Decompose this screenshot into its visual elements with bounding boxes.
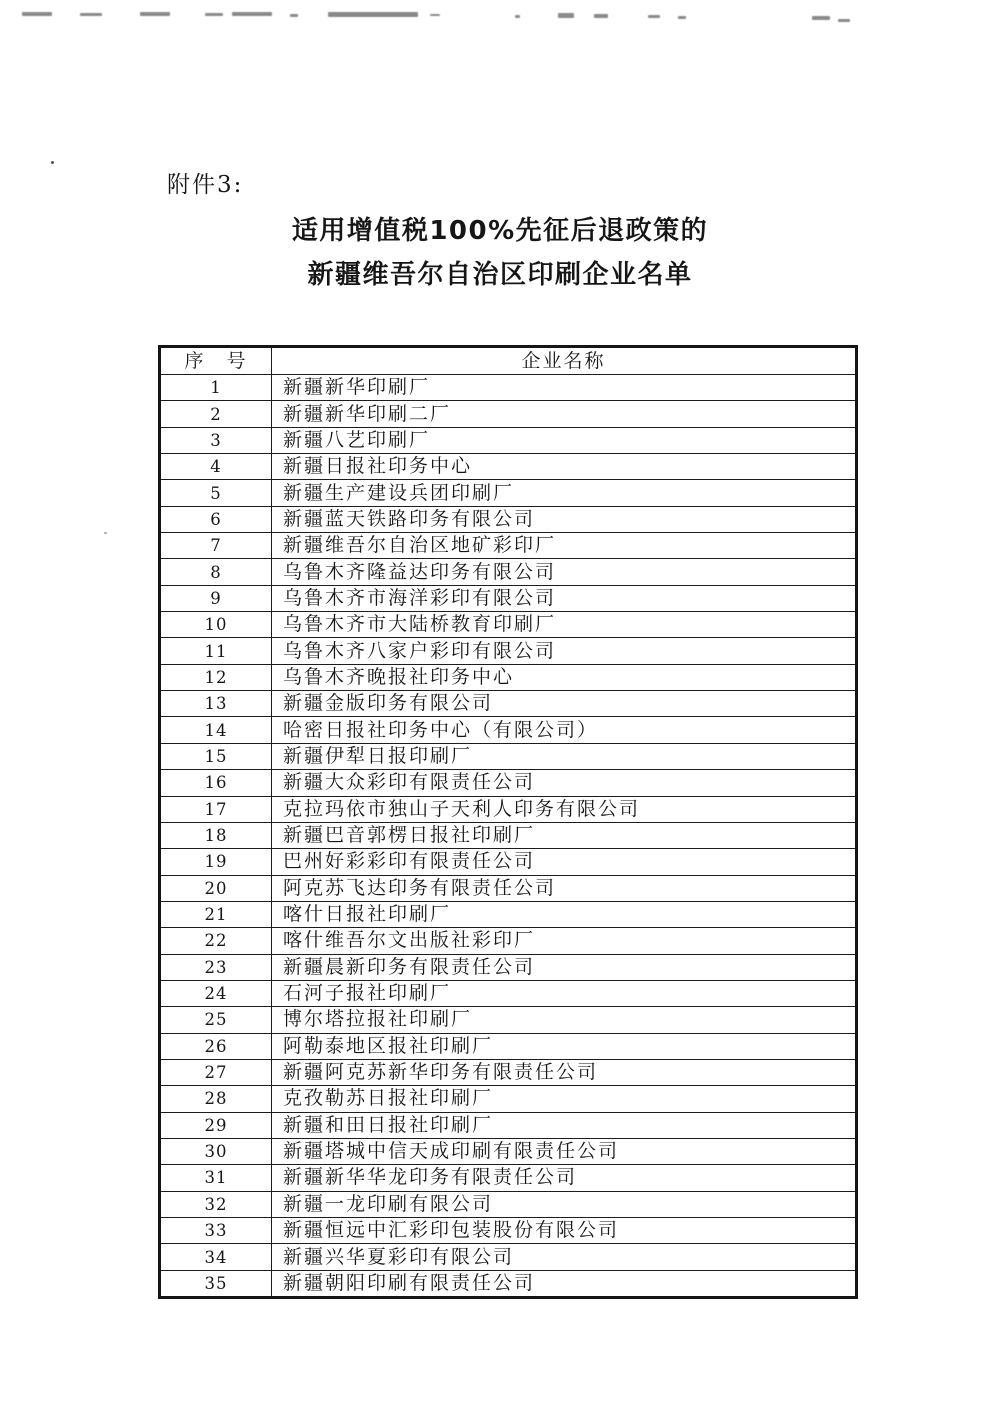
row-number: 22 <box>160 928 272 954</box>
row-number: 14 <box>160 717 272 743</box>
scan-artifact <box>515 15 520 18</box>
row-number: 7 <box>160 533 272 559</box>
company-name: 阿克苏飞达印务有限责任公司 <box>272 875 857 901</box>
company-name: 乌鲁木齐晚报社印务中心 <box>272 664 857 690</box>
table-row <box>160 454 857 480</box>
row-number: 35 <box>160 1270 272 1297</box>
table-row <box>160 427 857 453</box>
row-number: 20 <box>160 875 272 901</box>
table-row <box>160 928 857 954</box>
scan-artifact <box>594 14 608 18</box>
row-number: 4 <box>160 454 272 480</box>
row-number: 32 <box>160 1191 272 1217</box>
company-table-body <box>160 375 857 1298</box>
row-number: 18 <box>160 822 272 848</box>
company-name: 新疆大众彩印有限责任公司 <box>272 770 857 796</box>
table-row <box>160 1059 857 1085</box>
company-name: 新疆八艺印刷厂 <box>272 427 857 453</box>
company-name: 乌鲁木齐市大陆桥教育印刷厂 <box>272 612 857 638</box>
company-name: 新疆新华印刷二厂 <box>272 401 857 427</box>
company-name: 新疆伊犁日报印刷厂 <box>272 743 857 769</box>
table-row <box>160 559 857 585</box>
table-row <box>160 954 857 980</box>
table-row <box>160 796 857 822</box>
company-name: 新疆新华华龙印务有限责任公司 <box>272 1165 857 1191</box>
row-number: 25 <box>160 1007 272 1033</box>
company-name: 新疆生产建设兵团印刷厂 <box>272 480 857 506</box>
row-number: 23 <box>160 954 272 980</box>
row-number: 2 <box>160 401 272 427</box>
row-number: 6 <box>160 506 272 532</box>
scan-artifact <box>558 13 574 18</box>
col-header-company-name: 企业名称 <box>272 347 857 375</box>
row-number: 10 <box>160 612 272 638</box>
company-name: 新疆巴音郭楞日报社印刷厂 <box>272 822 857 848</box>
row-number: 3 <box>160 427 272 453</box>
company-name: 新疆晨新印务有限责任公司 <box>272 954 857 980</box>
company-name: 乌鲁木齐八家户彩印有限公司 <box>272 638 857 664</box>
table-row <box>160 1270 857 1297</box>
row-number: 11 <box>160 638 272 664</box>
company-name: 乌鲁木齐隆益达印务有限公司 <box>272 559 857 585</box>
row-number: 9 <box>160 585 272 611</box>
table-row <box>160 1191 857 1217</box>
company-name: 巴州好彩彩印有限责任公司 <box>272 849 857 875</box>
table-row <box>160 506 857 532</box>
table-row <box>160 691 857 717</box>
row-number: 17 <box>160 796 272 822</box>
row-number: 29 <box>160 1112 272 1138</box>
table-row <box>160 1138 857 1164</box>
scan-artifact <box>328 12 418 17</box>
table-row <box>160 638 857 664</box>
table-row <box>160 375 857 401</box>
row-number: 5 <box>160 480 272 506</box>
table-header-row <box>160 347 857 375</box>
table-row <box>160 1165 857 1191</box>
row-number: 30 <box>160 1138 272 1164</box>
table-row <box>160 1112 857 1138</box>
table-row <box>160 980 857 1006</box>
table-row <box>160 533 857 559</box>
row-number: 12 <box>160 664 272 690</box>
company-name: 博尔塔拉报社印刷厂 <box>272 1007 857 1033</box>
row-number: 21 <box>160 901 272 927</box>
company-name: 新疆蓝天铁路印务有限公司 <box>272 506 857 532</box>
scan-artifact <box>838 19 850 22</box>
table-row <box>160 1033 857 1059</box>
row-number: 13 <box>160 691 272 717</box>
table-row <box>160 401 857 427</box>
company-name: 新疆兴华夏彩印有限公司 <box>272 1244 857 1270</box>
company-name: 新疆阿克苏新华印务有限责任公司 <box>272 1059 857 1085</box>
company-table <box>158 345 858 1299</box>
table-row <box>160 480 857 506</box>
company-name: 乌鲁木齐市海洋彩印有限公司 <box>272 585 857 611</box>
table-row <box>160 585 857 611</box>
row-number: 28 <box>160 1086 272 1112</box>
scan-artifact <box>290 14 298 17</box>
scan-artifact <box>648 15 660 18</box>
table-row <box>160 1218 857 1244</box>
row-number: 15 <box>160 743 272 769</box>
company-name: 新疆恒远中汇彩印包装股份有限公司 <box>272 1218 857 1244</box>
company-name: 新疆和田日报社印刷厂 <box>272 1112 857 1138</box>
company-name: 哈密日报社印务中心（有限公司） <box>272 717 857 743</box>
company-name: 新疆塔城中信天成印刷有限责任公司 <box>272 1138 857 1164</box>
table-row <box>160 770 857 796</box>
company-name: 石河子报社印刷厂 <box>272 980 857 1006</box>
table-row <box>160 875 857 901</box>
table-row <box>160 743 857 769</box>
table-row <box>160 1007 857 1033</box>
scan-artifact <box>812 16 830 20</box>
document-title-line1: 适用增值税100%先征后退政策的 <box>291 216 709 246</box>
scan-artifact <box>232 12 272 16</box>
row-number: 34 <box>160 1244 272 1270</box>
row-number: 19 <box>160 849 272 875</box>
row-number: 33 <box>160 1218 272 1244</box>
scan-artifact <box>678 16 686 19</box>
table-row <box>160 612 857 638</box>
table-row <box>160 1244 857 1270</box>
company-name: 喀什维吾尔文出版社彩印厂 <box>272 928 857 954</box>
company-name: 新疆金版印务有限公司 <box>272 691 857 717</box>
company-name: 阿勒泰地区报社印刷厂 <box>272 1033 857 1059</box>
row-number: 31 <box>160 1165 272 1191</box>
company-name: 克孜勒苏日报社印刷厂 <box>272 1086 857 1112</box>
scan-artifact <box>22 12 52 16</box>
row-number: 8 <box>160 559 272 585</box>
company-name: 新疆朝阳印刷有限责任公司 <box>272 1270 857 1297</box>
table-row <box>160 1086 857 1112</box>
table-row <box>160 717 857 743</box>
company-name: 喀什日报社印刷厂 <box>272 901 857 927</box>
company-name: 新疆新华印刷厂 <box>272 375 857 401</box>
row-number: 16 <box>160 770 272 796</box>
table-row <box>160 822 857 848</box>
table-row <box>160 664 857 690</box>
row-number: 24 <box>160 980 272 1006</box>
scan-artifact <box>205 13 223 16</box>
col-header-number: 序 号 <box>160 347 272 375</box>
row-number: 1 <box>160 375 272 401</box>
scan-artifact <box>80 13 102 16</box>
table-row <box>160 849 857 875</box>
attachment-label: 附件3: <box>167 172 244 198</box>
scan-dot <box>51 161 54 164</box>
company-name: 新疆维吾尔自治区地矿彩印厂 <box>272 533 857 559</box>
scan-artifact <box>430 14 440 16</box>
scan-artifact <box>140 12 170 16</box>
scan-dot <box>104 532 107 534</box>
row-number: 27 <box>160 1059 272 1085</box>
company-name: 新疆日报社印务中心 <box>272 454 857 480</box>
company-name: 克拉玛依市独山子天利人印务有限公司 <box>272 796 857 822</box>
document-title-line2: 新疆维吾尔自治区印刷企业名单 <box>307 260 693 290</box>
table-row <box>160 901 857 927</box>
company-name: 新疆一龙印刷有限公司 <box>272 1191 857 1217</box>
row-number: 26 <box>160 1033 272 1059</box>
